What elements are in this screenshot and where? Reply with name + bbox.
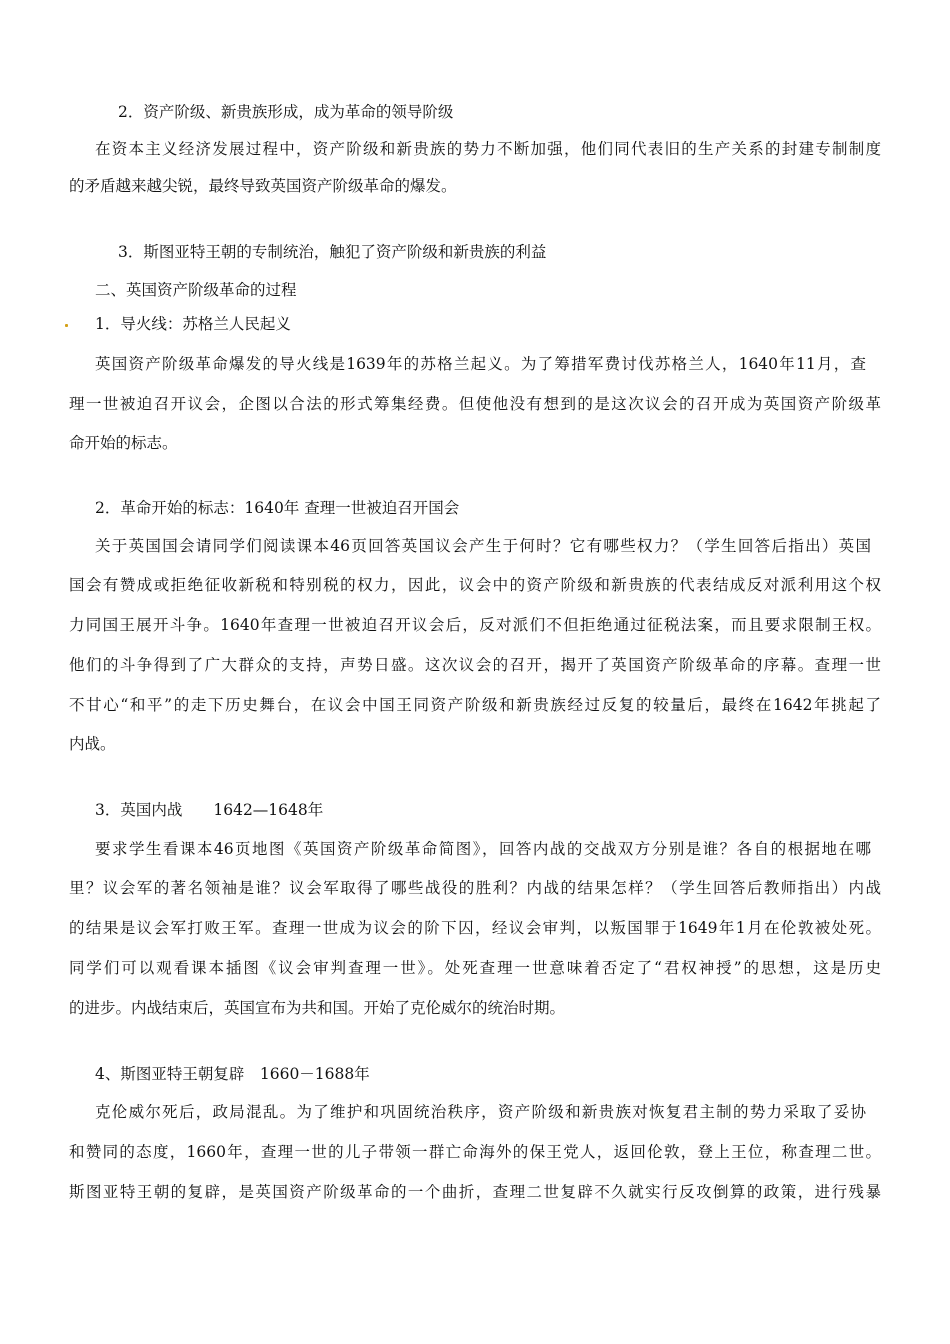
paragraph-line: 命开始的标志。 — [69, 434, 178, 452]
paragraph-line: 不甘心“和平”的走下历史舞台，在议会中国王同资产阶级和新贵族经过反复的较量后，最终在1642年挑起了 — [69, 696, 881, 714]
paragraph-line: 在资本主义经济发展过程中，资产阶级和新贵族的势力不断加强，他们同代表旧的生产关系的封建专制制度 — [95, 140, 881, 158]
section-heading: 4、斯图亚特王朝复辟 1660－1688年 — [95, 1065, 370, 1083]
paragraph-line: 斯图亚特王朝的复辟，是英国资产阶级革命的一个曲折，查理二世复辟不久就实行反攻倒算的政策，进行残暴 — [69, 1183, 881, 1201]
paragraph-line: 国会有赞成或拒绝征收新税和特别税的权力，因此，议会中的资产阶级和新贵族的代表结成反对派利用这个权 — [69, 576, 881, 594]
section-heading: 3．英国内战 1642—1648年 — [95, 801, 324, 819]
bullet-mark — [65, 324, 68, 327]
paragraph-line: 他们的斗争得到了广大群众的支持，声势日盛。这次议会的召开，揭开了英国资产阶级革命的序幕。查理一世 — [69, 656, 881, 674]
paragraph-line: 的矛盾越来越尖锐，最终导致英国资产阶级革命的爆发。 — [69, 177, 457, 195]
paragraph-line: 理一世被迫召开议会，企图以合法的形式筹集经费。但使他没有想到的是这次议会的召开成为英国资产阶级革 — [69, 395, 881, 413]
section-heading: 2．资产阶级、新贵族形成，成为革命的领导阶级 — [118, 103, 454, 121]
section-heading: 1．导火线：苏格兰人民起义 — [95, 315, 291, 333]
paragraph-line: 里？议会军的著名领袖是谁？议会军取得了哪些战役的胜利？内战的结果怎样？（学生回答后教师指出）内战 — [69, 879, 881, 897]
section-heading: 3．斯图亚特王朝的专制统治，触犯了资产阶级和新贵族的利益 — [118, 243, 547, 261]
paragraph-line: 要求学生看课本46页地图《英国资产阶级革命简图》，回答内战的交战双方分别是谁？各自的根据地在哪 — [95, 840, 871, 858]
paragraph-line: 同学们可以观看课本插图《议会审判查理一世》。处死查理一世意味着否定了“君权神授”的思想，这是历史 — [69, 959, 881, 977]
paragraph-line: 克伦威尔死后，政局混乱。为了维护和巩固统治秩序，资产阶级和新贵族对恢复君主制的势力采取了妥协 — [95, 1103, 866, 1121]
paragraph-line: 英国资产阶级革命爆发的导火线是1639年的苏格兰起义。为了筹措军费讨伐苏格兰人，1640年11月，查 — [95, 355, 866, 373]
chapter-heading: 二、英国资产阶级革命的过程 — [95, 281, 297, 299]
paragraph-line: 力同国王展开斗争。1640年查理一世被迫召开议会后，反对派们不但拒绝通过征税法案，而且要求限制王权。 — [69, 616, 881, 634]
paragraph-line: 的结果是议会军打败王军。查理一世成为议会的阶下囚，经议会审判，以叛国罪于1649年1月在伦敦被处死。 — [69, 919, 881, 937]
paragraph-line: 内战。 — [69, 735, 116, 753]
paragraph-line: 的进步。内战结束后，英国宣布为共和国。开始了克伦威尔的统治时期。 — [69, 999, 566, 1017]
section-heading: 2．革命开始的标志：1640年 查理一世被迫召开国会 — [95, 499, 460, 517]
paragraph-line: 和赞同的态度，1660年，查理一世的儿子带领一群亡命海外的保王党人，返回伦敦，登上王位，称查理二世。 — [69, 1143, 881, 1161]
paragraph-line: 关于英国国会请同学们阅读课本46页回答英国议会产生于何时？它有哪些权力？（学生回答后指出）英国 — [95, 537, 871, 555]
